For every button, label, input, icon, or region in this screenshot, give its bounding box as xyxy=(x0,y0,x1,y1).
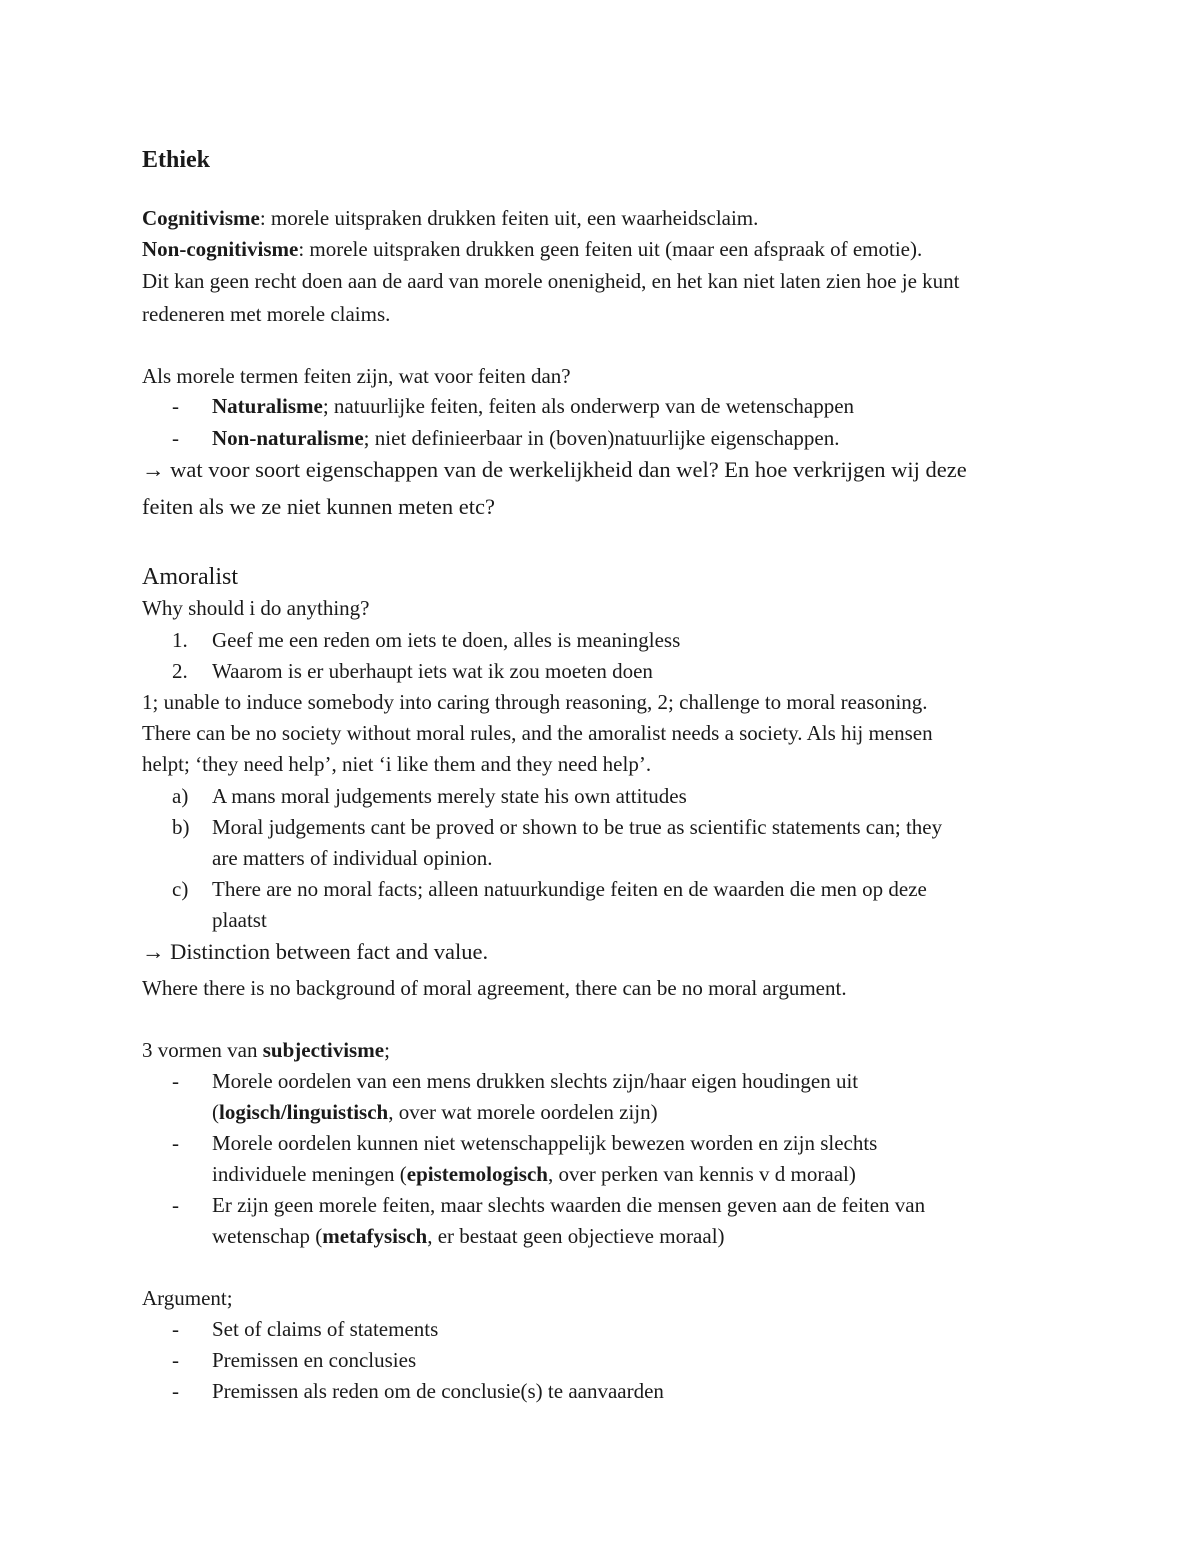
lettered-marker: b) xyxy=(172,815,190,839)
facts-question: Als morele termen feiten zijn, wat voor feiten dan? xyxy=(142,364,571,388)
lettered-marker: a) xyxy=(172,784,189,808)
bullet-marker: - xyxy=(172,1317,179,1341)
subjectivisme-item-post: , over perken van kennis v d moraal) xyxy=(547,1162,856,1186)
bullet-marker: - xyxy=(172,1069,179,1093)
subjectivisme-item-post: , over wat morele oordelen zijn) xyxy=(388,1100,658,1124)
cognitivisme-term: Cognitivisme xyxy=(142,206,260,230)
subjectivisme-item-pre: wetenschap ( xyxy=(212,1224,323,1248)
subjectivisme-item-pre: ( xyxy=(212,1100,219,1124)
subjectivisme-intro xyxy=(142,1040,390,1061)
lettered-item-line: Moral judgements cant be proved or shown to be true as scientific statements can; they xyxy=(212,815,943,839)
subjectivisme-item-line xyxy=(212,1164,856,1185)
subjectivisme-term: subjectivisme xyxy=(262,1038,385,1062)
subjectivisme-item-line xyxy=(212,1102,658,1123)
subjectivisme-item-line: Er zijn geen morele feiten, maar slechts waarden die mensen geven aan de feiten van xyxy=(212,1193,926,1217)
lettered-item-line: are matters of individual opinion. xyxy=(212,846,493,870)
critique-line-1: Dit kan geen recht doen aan de aard van morele onenigheid, en het kan niet laten zien hoe je kunt xyxy=(142,269,960,293)
subjectivisme-item-line: Morele oordelen van een mens drukken slechts zijn/haar eigen houdingen uit xyxy=(212,1069,859,1093)
numbered-marker: 2. xyxy=(172,659,188,683)
lettered-marker: c) xyxy=(172,877,189,901)
amoralist-paragraph-3: helpt; ‘they need help’, niet ‘i like them and they need help’. xyxy=(142,752,652,776)
cognitivisme-text: : morele uitspraken drukken feiten uit, een waarheidsclaim. xyxy=(259,206,759,230)
noncognitivisme-definition xyxy=(142,239,922,260)
amoralist-closing: Where there is no background of moral agreement, there can be no moral argument. xyxy=(142,976,847,1000)
amoralist-question: Why should i do anything? xyxy=(142,596,370,620)
noncognitivisme-term: Non-cognitivisme xyxy=(142,237,299,261)
argument-item: Set of claims of statements xyxy=(212,1317,439,1341)
subjectivisme-item-term: logisch/linguistisch xyxy=(219,1100,389,1124)
lettered-item-line: A mans moral judgements merely state his own attitudes xyxy=(212,784,687,808)
subjectivisme-item-pre: individuele meningen ( xyxy=(212,1162,407,1186)
bullet-marker: - xyxy=(172,1131,179,1155)
bullet-marker: - xyxy=(172,1348,179,1372)
naturalisme-text: ; natuurlijke feiten, feiten als onderwerp van de wetenschappen xyxy=(322,394,855,418)
subjectivisme-intro-pre: 3 vormen van xyxy=(142,1038,263,1062)
subjectivisme-item-post: , er bestaat geen objectieve moraal) xyxy=(427,1224,725,1248)
amoralist-paragraph-2: There can be no society without moral rules, and the amoralist needs a society. Als hij mensen xyxy=(142,721,933,745)
argument-heading: Argument; xyxy=(142,1286,233,1310)
argument-item: Premissen als reden om de conclusie(s) te aanvaarden xyxy=(212,1379,664,1403)
subjectivisme-item-line: Morele oordelen kunnen niet wetenschappelijk bewezen worden en zijn slechts xyxy=(212,1131,878,1155)
lettered-item-line: plaatst xyxy=(212,908,267,932)
bullet-marker: - xyxy=(172,1379,179,1403)
subjectivisme-item-term: epistemologisch xyxy=(406,1162,548,1186)
amoralist-arrow: → Distinction between fact and value. xyxy=(142,939,489,964)
numbered-item: Geef me een reden om iets te doen, alles is meaningless xyxy=(212,628,681,652)
bullet-marker: - xyxy=(172,1193,179,1217)
subjectivisme-item-term: metafysisch xyxy=(322,1224,428,1248)
lettered-item-line: There are no moral facts; alleen natuurkundige feiten en de waarden die men op deze xyxy=(212,877,927,901)
bullet-marker: - xyxy=(172,426,179,450)
facts-arrow-line-2: feiten als we ze niet kunnen meten etc? xyxy=(142,494,495,519)
amoralist-heading: Amoralist xyxy=(142,564,238,590)
non-naturalisme-term: Non-naturalisme xyxy=(212,426,364,450)
facts-arrow-line-1: → wat voor soort eigenschappen van de werkelijkheid dan wel? En hoe verkrijgen wij deze xyxy=(142,457,967,482)
numbered-marker: 1. xyxy=(172,628,188,652)
amoralist-paragraph-1: 1; unable to induce somebody into caring through reasoning, 2; challenge to moral reasoning. xyxy=(142,690,928,714)
page-title: Ethiek xyxy=(142,147,211,173)
naturalisme-term: Naturalisme xyxy=(212,394,323,418)
naturalisme-item xyxy=(212,396,854,417)
subjectivisme-intro-post: ; xyxy=(384,1038,390,1062)
non-naturalisme-item xyxy=(212,428,839,449)
argument-item: Premissen en conclusies xyxy=(212,1348,417,1372)
bullet-marker: - xyxy=(172,394,179,418)
numbered-item: Waarom is er uberhaupt iets wat ik zou moeten doen xyxy=(212,659,653,683)
subjectivisme-item-line xyxy=(212,1226,725,1247)
noncognitivisme-text: : morele uitspraken drukken geen feiten uit (maar een afspraak of emotie). xyxy=(298,237,923,261)
critique-line-2: redeneren met morele claims. xyxy=(142,302,391,326)
non-naturalisme-text: ; niet definieerbaar in (boven)natuurlijke eigenschappen. xyxy=(363,426,840,450)
cognitivisme-definition xyxy=(142,208,758,229)
